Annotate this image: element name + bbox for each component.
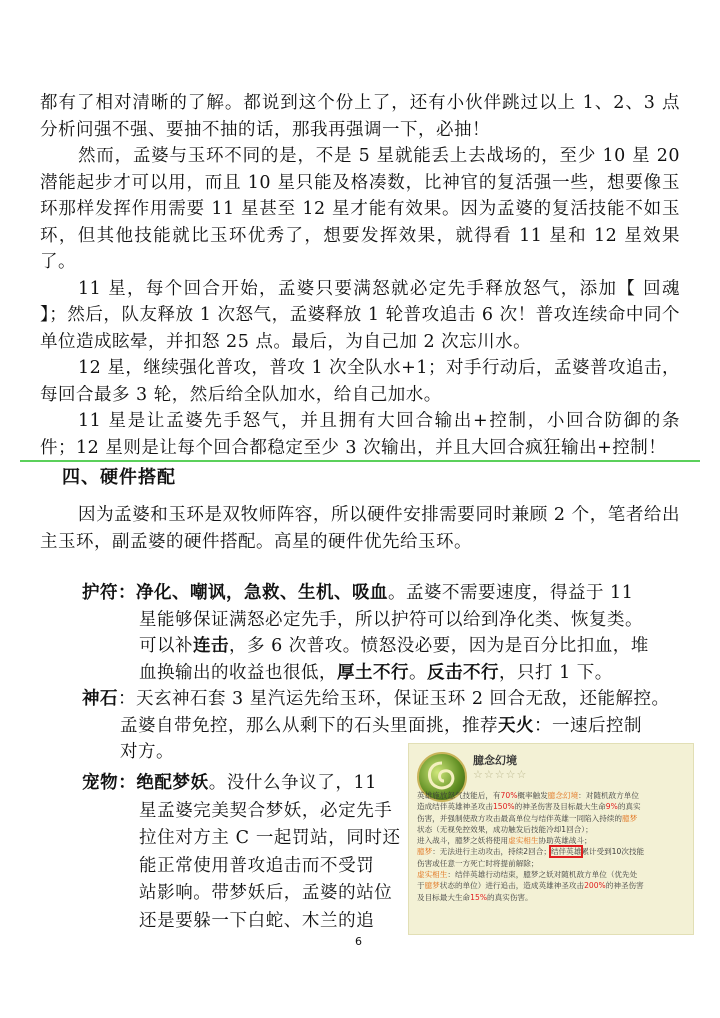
pet-item bbox=[82, 770, 402, 935]
card-highlight-text: 臆梦 bbox=[424, 881, 440, 891]
stone-line-3: 对方。 bbox=[120, 742, 174, 762]
card-boxed-text: 结伴英雄 bbox=[550, 847, 582, 857]
card-text: 的神圣伤害 bbox=[605, 881, 644, 891]
pet-skill-card bbox=[408, 743, 694, 935]
card-text: 造成结伴英雄神圣攻击 bbox=[417, 802, 493, 812]
amulet-bold-4: 反击不行 bbox=[427, 662, 499, 683]
stone-text-2b: ：一速后控制 bbox=[534, 715, 642, 736]
card-red-text: 9% bbox=[605, 802, 618, 812]
amulet-text-4a: 血换输出的收益也很低， bbox=[139, 662, 337, 683]
pet-bold-1: 绝配梦妖 bbox=[136, 773, 209, 793]
card-text: 英雄施放怒气技能后，有 bbox=[417, 791, 501, 800]
pet-line-5: 站影响。带梦妖后，孟婆的站位 bbox=[139, 883, 393, 903]
card-line-10 bbox=[417, 892, 687, 903]
card-text: 进入战斗，臆梦之妖将使用 bbox=[417, 836, 509, 846]
stone-bold-1: 天火 bbox=[498, 715, 534, 736]
card-line-9 bbox=[417, 880, 687, 891]
amulet-bold-2: 连击 bbox=[193, 636, 229, 656]
card-text: 的神圣伤害及目标最大生命 bbox=[514, 802, 606, 812]
card-text: 累计受到10次技能 bbox=[581, 847, 645, 857]
body-text-top bbox=[40, 90, 680, 461]
card-red-text: 70% bbox=[500, 791, 518, 800]
paragraph-4: 12 星，继续强化普攻，普攻 1 次全队水+1；对手行动后，孟婆普攻追击，每回合最多 3 轮，然后给全队加水，给自己加水。 bbox=[40, 358, 680, 405]
card-text: ：无法进行主动攻击，持续2回合； bbox=[432, 847, 551, 857]
card-text: 于 bbox=[417, 881, 425, 891]
card-text: ：结伴英雄行动结束，臆梦之妖对随机敌方单位（优先处 bbox=[447, 870, 638, 880]
card-text: ：对随机敌方单位 bbox=[578, 791, 639, 800]
amulet-text-1: 。孟婆不需要速度，得益于 11 bbox=[388, 583, 634, 603]
card-line-7: 伤害或任意一方死亡时将提前解除； bbox=[417, 858, 539, 868]
card-text: 协助英雄战斗； bbox=[538, 836, 592, 846]
card-red-text: 150% bbox=[492, 802, 515, 812]
card-line-4: 状态（无视免控效果，成功触发后技能冷却1回合）； bbox=[417, 824, 593, 834]
amulet-text-3a: 可以补 bbox=[139, 636, 193, 656]
card-title: 臆念幻境 bbox=[473, 754, 517, 767]
stone-label: 神石 bbox=[82, 689, 118, 709]
stone-line-2 bbox=[82, 713, 692, 740]
paragraph-1: 都有了相对清晰的了解。都说到这个份上了，还有小伙伴跳过以上 1、2、3 点分析问强不强、要抽不抽的话，那我再强调一下，必抽！ bbox=[40, 93, 680, 140]
pet-text-1: 。没什么争议了，11 bbox=[208, 773, 377, 793]
stone-text-2a: 孟婆自带免控，那么从剩下的石头里面挑，推荐 bbox=[120, 715, 498, 736]
card-red-text: 15% bbox=[470, 892, 488, 902]
section-intro bbox=[40, 502, 680, 555]
pet-line-2: 星孟婆完美契合梦妖，必定先手 bbox=[139, 800, 393, 821]
stone-text-1: ：天玄神石套 3 星汽运先给玉环，保证玉环 2 回合无敌，还能解控。 bbox=[118, 689, 670, 709]
card-text: 状态的单位）进行追击，造成英雄神圣攻击 bbox=[439, 881, 585, 891]
card-line-3 bbox=[417, 813, 687, 824]
card-line-8 bbox=[417, 869, 687, 880]
card-text: 伤害，并强制使敌方攻击最高单位与结伴英雄一同陷入持续的 bbox=[417, 813, 623, 823]
pet-line-6: 还是要躲一下白蛇、木兰的追 bbox=[139, 910, 375, 931]
amulet-text-4c: ，只打 1 下。 bbox=[499, 662, 613, 683]
amulet-item bbox=[82, 580, 692, 686]
card-highlight-text: 臆梦 bbox=[417, 847, 433, 857]
card-line-1 bbox=[417, 790, 687, 801]
pet-label: 宠物： bbox=[82, 773, 137, 793]
card-text: 的真实 bbox=[617, 802, 641, 812]
amulet-label: 护符： bbox=[82, 583, 136, 603]
card-highlight-text: 虚实相生 bbox=[508, 836, 539, 846]
card-highlight-text: 臆念幻境 bbox=[547, 791, 579, 800]
paragraph-2: 然而，孟婆与玉环不同的是，不是 5 星就能丢上去战场的，至少 10 星 20 潜能起步才可以用，而且 10 星只能及格凑数，比神官的复活强一些，想要像玉环那样发挥作用需要 11 星甚至 12 星才能有效果。因为孟婆的复活技能不如玉环，但其他技能就比玉环优秀了，想要发挥效果，就得看 11 星和 12 星效果了。 bbox=[40, 146, 680, 272]
amulet-line-3 bbox=[82, 633, 692, 660]
section-heading: 四、硬件搭配 bbox=[62, 467, 176, 488]
card-stars: ☆☆☆☆☆ bbox=[473, 768, 528, 781]
pet-line-4: 能正常使用普攻追击而不受罚 bbox=[139, 855, 375, 876]
intro-paragraph: 因为孟婆和玉环是双牧师阵容，所以硬件安排需要同时兼顾 2 个，笔者给出主玉环，副孟婆的硬件搭配。高星的硬件优先给玉环。 bbox=[40, 505, 680, 552]
card-red-text: 200% bbox=[584, 881, 606, 891]
section-divider bbox=[20, 460, 700, 462]
card-line-2 bbox=[417, 801, 687, 812]
page-number: 6 bbox=[355, 935, 362, 948]
card-description bbox=[417, 790, 687, 903]
amulet-line-2: 星能够保证满怒必定先手，所以护符可以给到净化类、恢复类。 bbox=[139, 609, 643, 630]
amulet-line-4 bbox=[82, 660, 692, 687]
amulet-bold-1: 净化、嘲讽，急救、生机、吸血 bbox=[136, 583, 388, 603]
card-line-6 bbox=[417, 846, 687, 857]
card-text: 的真实伤害。 bbox=[487, 892, 533, 902]
amulet-text-4b: 。 bbox=[409, 662, 427, 683]
pet-line-3: 拉住对方主 C 一起罚站，同时还 bbox=[139, 828, 401, 848]
card-line-5 bbox=[417, 835, 687, 846]
card-highlight-text: 臆梦 bbox=[622, 813, 638, 823]
paragraph-3: 11 星，每个回合开始，孟婆只要满怒就必定先手释放怒气，添加【 回魂 】；然后，队友释放 1 次怒气，孟婆释放 1 轮普攻追击 6 次！普攻连续命中同个单位造成眩晕，并扣怒 25 点。最后，为自己加 2 次忘川水。 bbox=[40, 278, 680, 352]
amulet-bold-3: 厚土不行 bbox=[337, 662, 409, 683]
card-highlight-text: 虚实相生 bbox=[417, 870, 448, 880]
card-text: 及目标最大生命 bbox=[417, 892, 471, 902]
card-text: 概率触发 bbox=[517, 791, 548, 800]
paragraph-5: 11 星是让孟婆先手怒气，并且拥有大回合输出+控制，小回合防御的条件；12 星则是让每个回合都稳定至少 3 次输出，并且大回合疯狂输出+控制！ bbox=[40, 411, 680, 458]
amulet-text-3b: ，多 6 次普攻。愤怒没必要，因为是百分比扣血，堆 bbox=[229, 636, 649, 656]
